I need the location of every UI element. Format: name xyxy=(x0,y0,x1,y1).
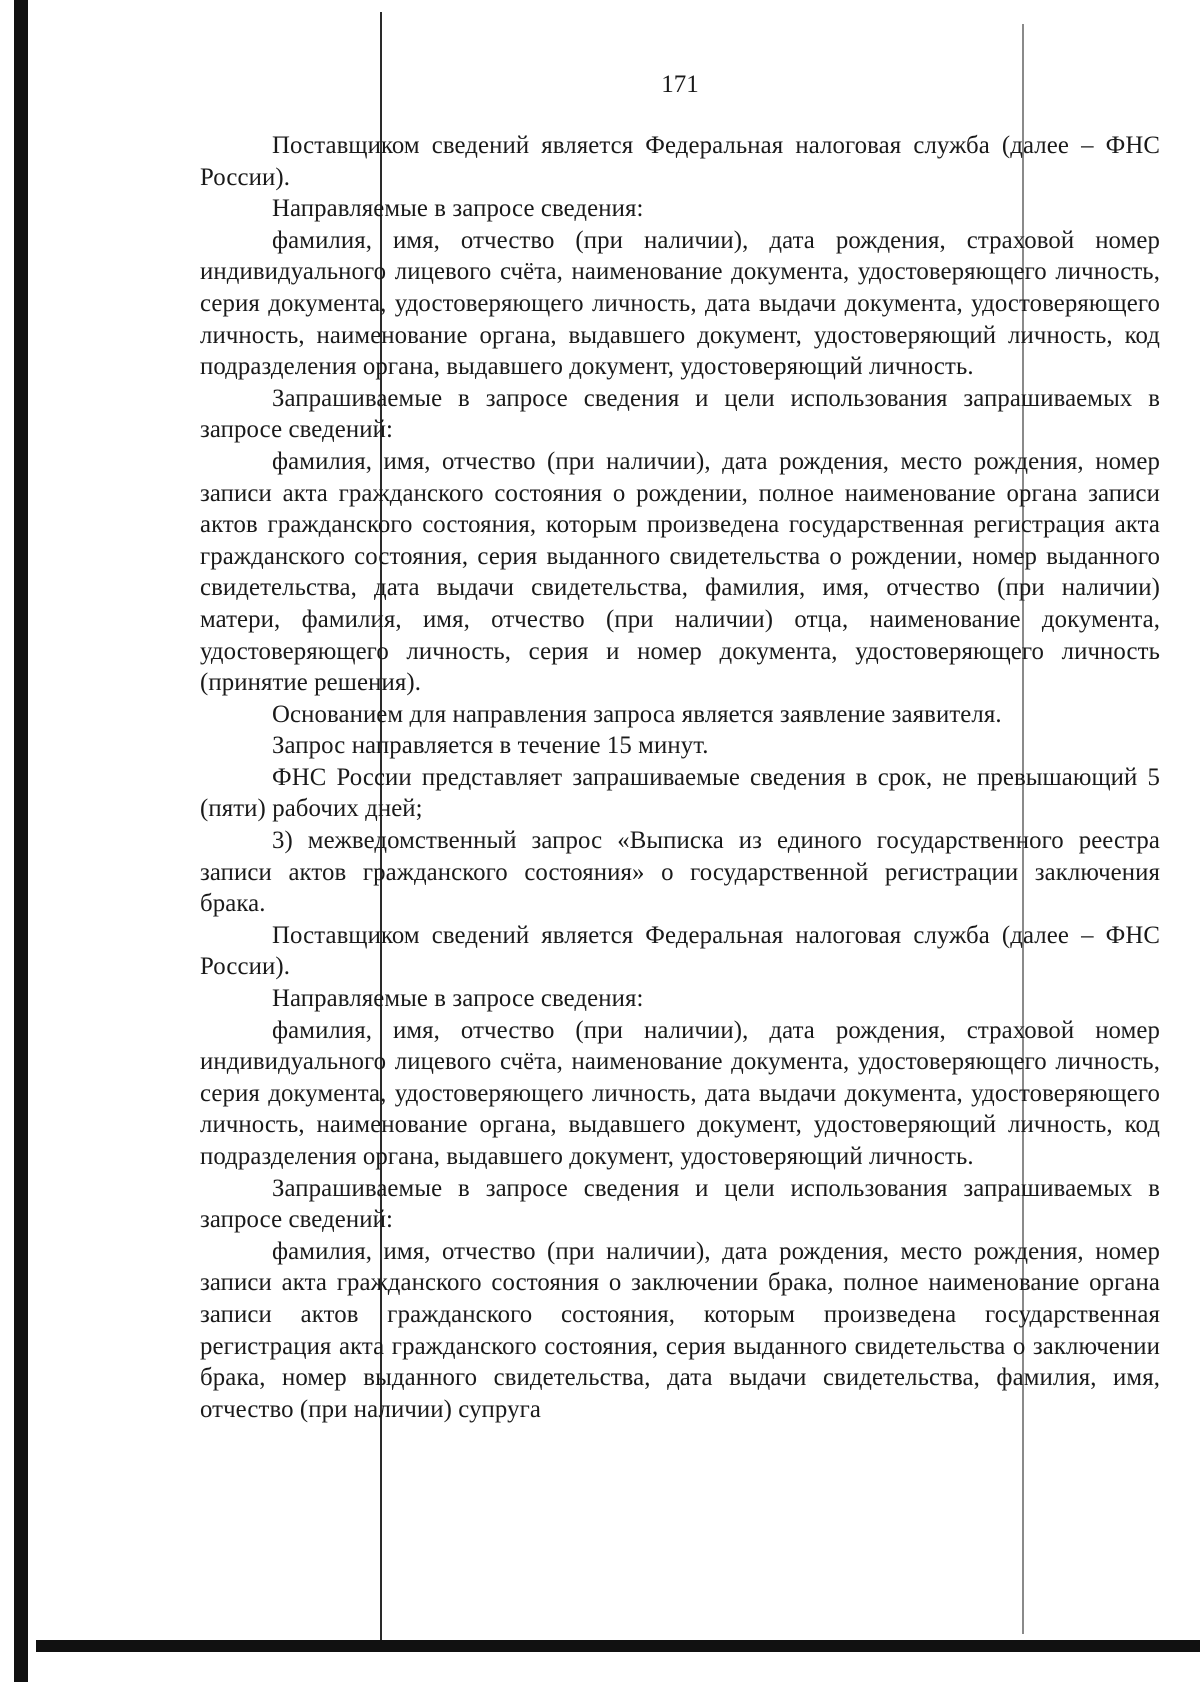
document-page xyxy=(200,60,1160,1425)
scan-edge-left xyxy=(14,0,28,1682)
paragraph: фамилия, имя, отчество (при наличии), дата рождения, страховой номер индивидуального лицевого счёта, наименование документа, удостоверяющего личность, серия документа, удостоверяющего личность, дата выдачи документа, удостоверяющего личность, наименование органа, выдавшего документ, удостоверяющий личность, код подразделения органа, выдавшего документ, удостоверяющий личность. xyxy=(200,226,1160,381)
paragraph: Запрашиваемые в запросе сведения и цели использования запрашиваемых в запросе сведений: xyxy=(200,384,1160,444)
paragraph: Направляемые в запросе сведения: xyxy=(272,195,644,223)
page-number: 171 xyxy=(661,71,699,98)
paragraph: Основанием для направления запроса является заявление заявителя. xyxy=(272,700,1002,728)
scan-edge-bottom xyxy=(36,1640,1200,1652)
paragraph: фамилия, имя, отчество (при наличии), дата рождения, место рождения, номер записи акта гражданского состояния о заключении брака, полное наименование органа записи актов гражданского состояния, которым произведена государственная регистрация акта гражданского состояния, серия выданного свидетельства о заключении брака, номер выданного свидетельства, дата выдачи свидетельства, фамилия, имя, отчество (при наличии) супруга xyxy=(200,1237,1160,1423)
paragraph: 3) межведомственный запрос «Выписка из единого государственного реестра записи актов гражданского состояния» о государственной регистрации заключения брака. xyxy=(200,827,1160,918)
paragraph: Поставщиком сведений является Федеральная налоговая служба (далее – ФНС России). xyxy=(200,132,1160,191)
paragraph: фамилия, имя, отчество (при наличии), дата рождения, место рождения, номер записи акта гражданского состояния о рождении, полное наименование органа записи актов гражданского состояния, которым произведена государственная регистрация акта гражданского состояния, серия выданного свидетельства о рождении, номер выданного свидетельства, дата выдачи свидетельства, фамилия, имя, отчество (при наличии) матери, фамилия, имя, отчество (при наличии) отца, наименование документа, удостоверяющего личность, серия и номер документа, удостоверяющего личность (принятие решения). xyxy=(200,447,1160,697)
paragraph: Запрашиваемые в запросе сведения и цели использования запрашиваемых в запросе сведений: xyxy=(200,1174,1160,1234)
paragraph: ФНС России представляет запрашиваемые сведения в срок, не превышающий 5 (пяти) рабочих дней; xyxy=(200,763,1160,823)
paragraph: Поставщиком сведений является Федеральная налоговая служба (далее – ФНС России). xyxy=(200,921,1160,981)
paragraph: фамилия, имя, отчество (при наличии), дата рождения, страховой номер индивидуального лицевого счёта, наименование документа, удостоверяющего личность, серия документа, удостоверяющего личность, дата выдачи документа, удостоверяющего личность, наименование органа, выдавшего документ, удостоверяющий личность, код подразделения органа, выдавшего документ, удостоверяющий личность. xyxy=(200,1016,1160,1170)
paragraph: Направляемые в запросе сведения: xyxy=(272,985,644,1013)
paragraph: Запрос направляется в течение 15 минут. xyxy=(272,732,709,760)
